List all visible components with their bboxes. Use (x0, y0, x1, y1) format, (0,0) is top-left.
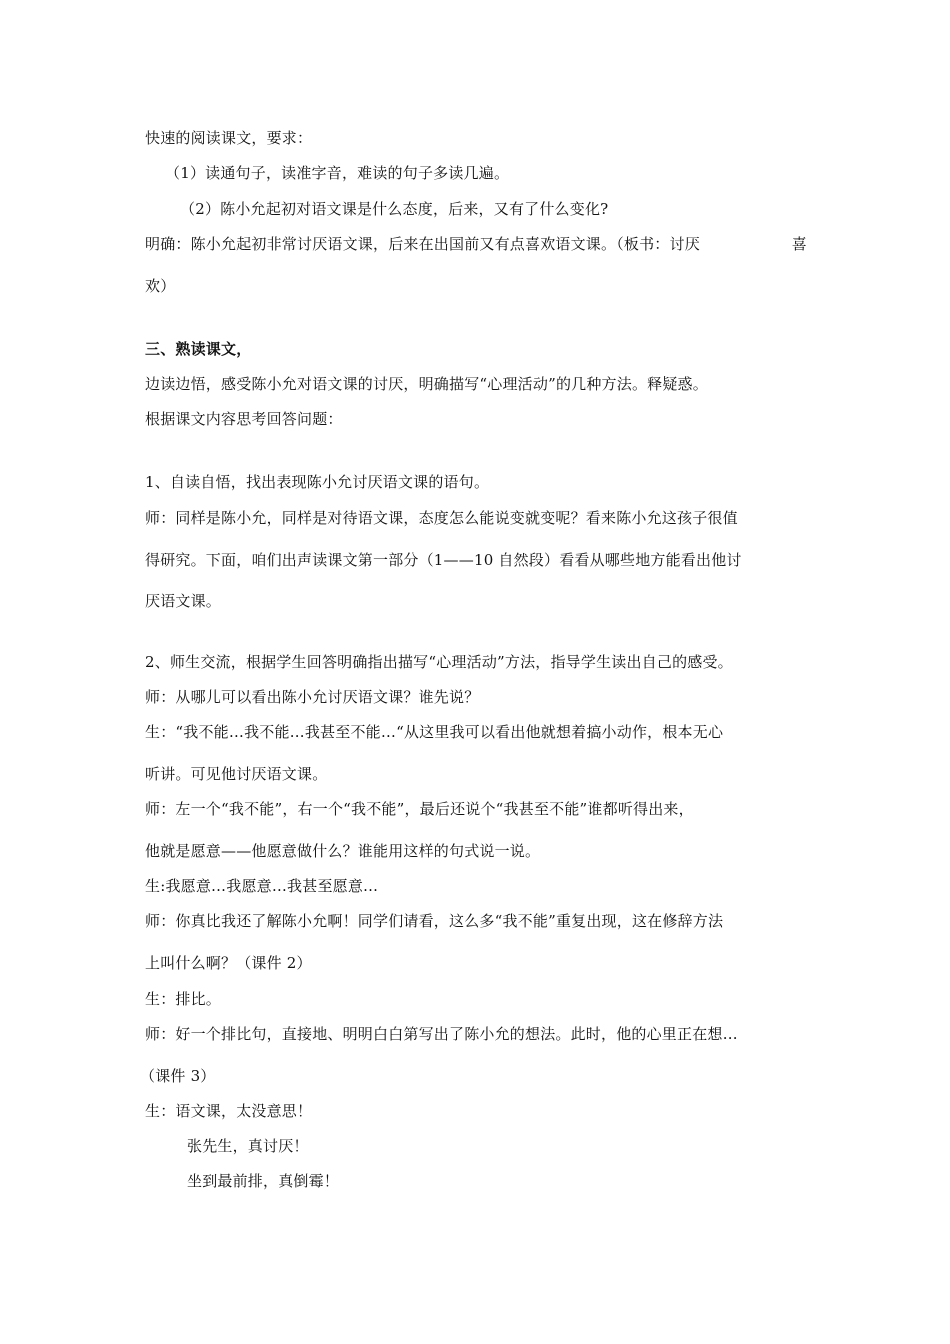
text-line: 师：你真比我还了解陈小允啊！同学们请看，这么多“我不能”重复出现，这在修辞方法 (145, 912, 724, 930)
text-segment: 明确：陈小允起初非常讨厌语文课，后来在出国前又有点喜欢语文课。（板书：讨厌 (145, 235, 700, 253)
text-line: 生：排比。 (145, 990, 222, 1008)
text-line: 上叫什么啊？（课件 2） (145, 954, 312, 972)
text-line: 师：好一个排比句，直接地、明明白白第写出了陈小允的想法。此时，他的心里正在想… (145, 1025, 738, 1043)
text-line: 厌语文课。 (145, 592, 222, 610)
text-line: 快速的阅读课文，要求： (145, 129, 313, 147)
text-line: （课件 3） (140, 1067, 216, 1085)
text-line: 坐到最前排，真倒霉！ (187, 1172, 340, 1190)
text-line: 师：左一个“我不能”，右一个“我不能”，最后还说个“我甚至不能”谁都听得出来， (145, 800, 694, 818)
text-line: 师：同样是陈小允，同样是对待语文课，态度怎么能说变就变呢？看来陈小允这孩子很值 (145, 509, 738, 527)
text-line: 他就是愿意——他愿意做什么？谁能用这样的句式说一说。 (145, 842, 541, 860)
text-line: 师：从哪儿可以看出陈小允讨厌语文课？谁先说？ (145, 688, 480, 706)
text-line: （1）读通句子，读准字音，难读的句子多读几遍。 (165, 164, 510, 182)
text-line: 张先生，真讨厌！ (187, 1137, 309, 1155)
text-line (145, 234, 807, 254)
text-line: 2、师生交流，根据学生回答明确指出描写“心理活动”方法，指导学生读出自己的感受。 (145, 653, 733, 671)
text-line: 生：“我不能…我不能…我甚至不能…“从这里我可以看出他就想着搞小动作，根本无心 (145, 723, 724, 741)
text-line: 1、自读自悟，找出表现陈小允讨厌语文课的语句。 (145, 473, 490, 491)
text-line: 生:我愿意…我愿意…我甚至愿意… (145, 877, 379, 895)
text-line: 边读边悟，感受陈小允对语文课的讨厌，明确描写“心理活动”的几种方法。释疑惑。 (145, 375, 708, 393)
text-line: 欢） (145, 277, 176, 295)
text-line: 听讲。可见他讨厌语文课。 (145, 765, 328, 783)
text-line: （2）陈小允起初对语文课是什么态度，后来，又有了什么变化? (180, 200, 609, 218)
text-line: 根据课文内容思考回答问题： (145, 410, 343, 428)
section-heading: 三、熟读课文， (145, 340, 252, 358)
text-line: 得研究。下面，咱们出声读课文第一部分（1——10 自然段）看看从哪些地方能看出他讨 (145, 551, 742, 569)
text-segment: 喜 (791, 235, 807, 253)
text-line: 生：语文课，太没意思！ (145, 1102, 313, 1120)
